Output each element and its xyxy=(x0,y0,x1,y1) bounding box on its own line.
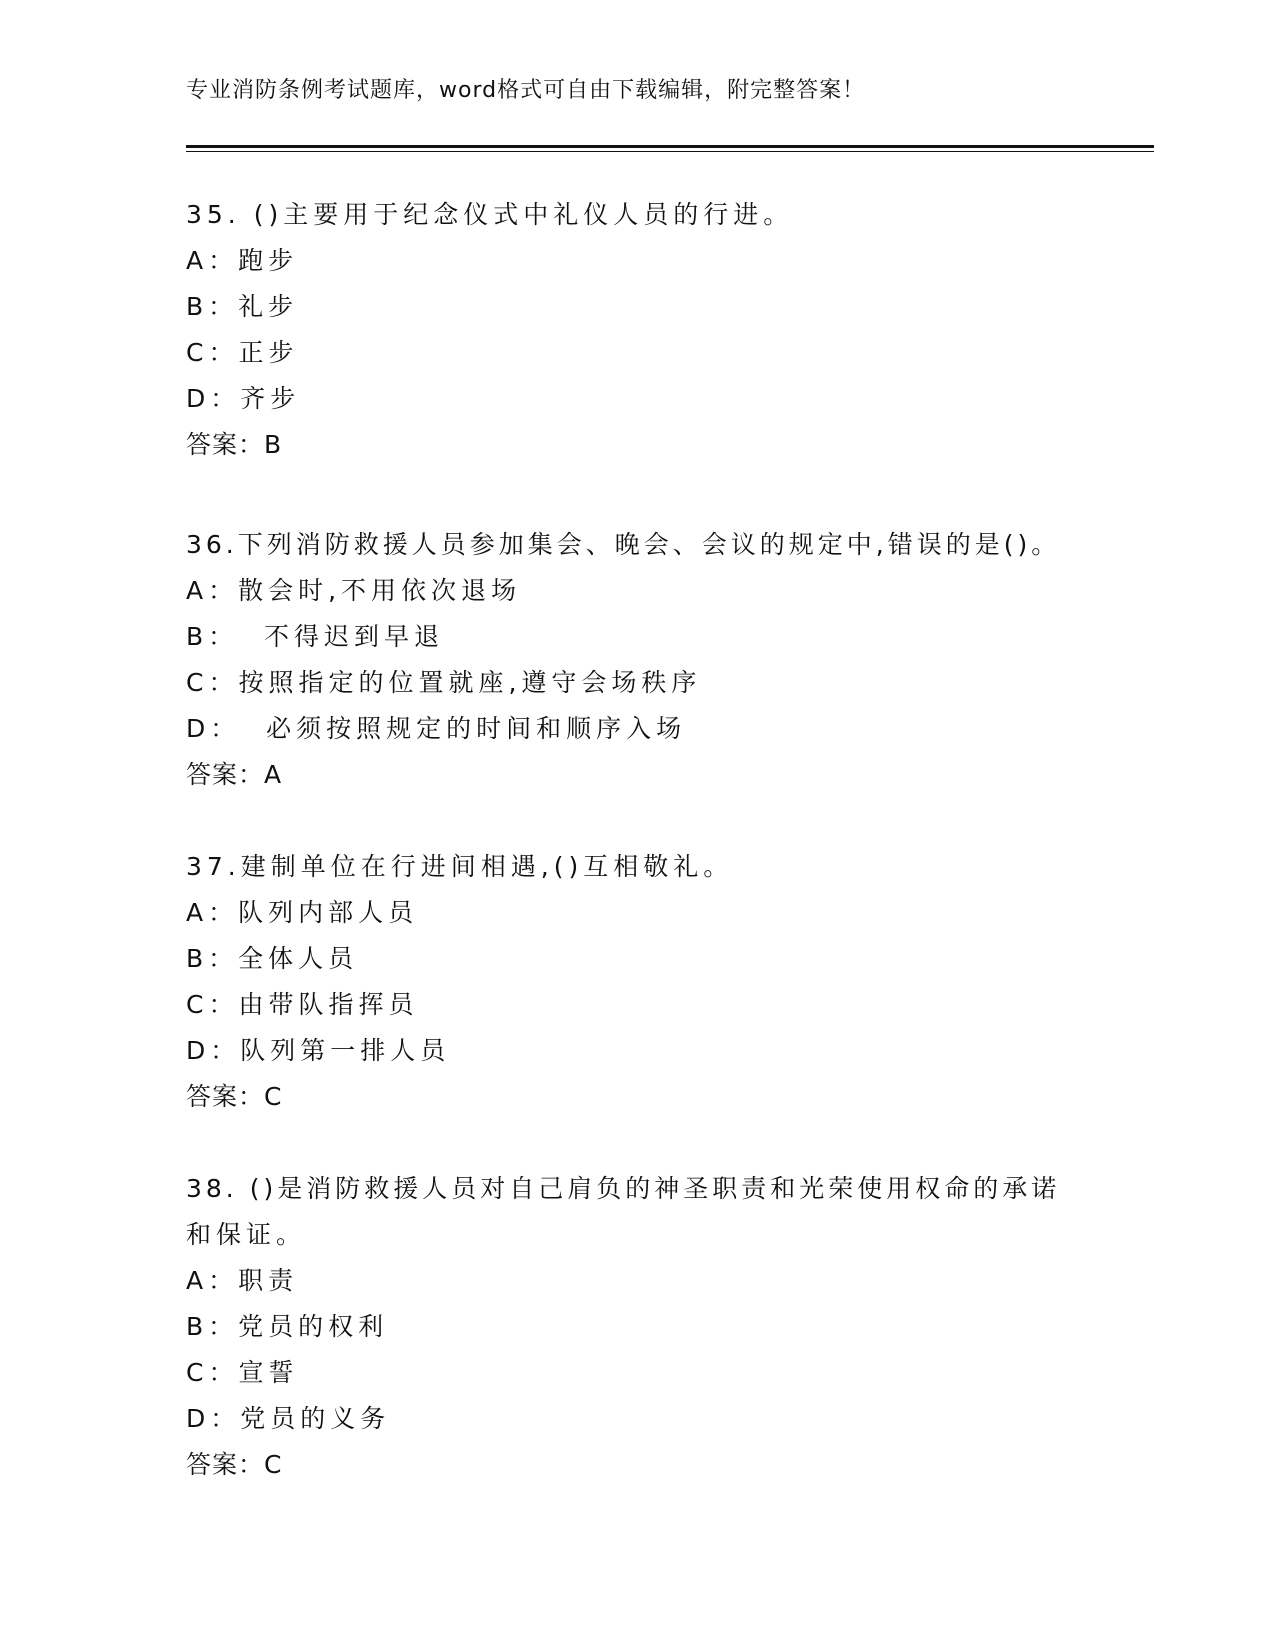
option-a: A：散会时,不用依次退场 xyxy=(186,576,522,605)
question-35 xyxy=(186,192,1086,468)
answer-line: 答案：B xyxy=(186,430,283,459)
option-d: D：队列第一排人员 xyxy=(186,1036,451,1065)
option-b: B：党员的权利 xyxy=(186,1312,389,1341)
option-d: D：党员的义务 xyxy=(186,1404,391,1433)
option-d: D：齐步 xyxy=(186,384,301,413)
question-stem: 35. ()主要用于纪念仪式中礼仪人员的行进。 xyxy=(186,200,794,229)
page-header-text: 专业消防条例考试题库，word格式可自由下载编辑，附完整答案！ xyxy=(186,78,866,103)
question-38 xyxy=(186,1166,1086,1488)
option-a: A：职责 xyxy=(186,1266,299,1295)
option-c: C：按照指定的位置就座,遵守会场秩序 xyxy=(186,668,702,697)
option-b: B：礼步 xyxy=(186,292,299,321)
option-a: A：跑步 xyxy=(186,246,299,275)
header-rule-thin xyxy=(186,151,1154,152)
option-b: B：全体人员 xyxy=(186,944,359,973)
question-stem: 38. ()是消防救援人员对自己肩负的神圣职责和光荣使用权命的承诺 xyxy=(186,1174,1061,1203)
option-c: C：宣誓 xyxy=(186,1358,299,1387)
option-c: C：正步 xyxy=(186,338,299,367)
question-stem-continued: 和保证。 xyxy=(186,1220,307,1249)
answer-line: 答案：C xyxy=(186,1450,283,1479)
option-a: A：队列内部人员 xyxy=(186,898,419,927)
question-37 xyxy=(186,844,1086,1120)
question-36 xyxy=(186,522,1086,798)
option-c: C：由带队指挥员 xyxy=(186,990,419,1019)
question-stem: 36.下列消防救援人员参加集会、晚会、会议的规定中,错误的是()。 xyxy=(186,530,1061,559)
answer-line: 答案：C xyxy=(186,1082,283,1111)
option-b: B： 不得迟到早退 xyxy=(186,622,445,651)
question-stem: 37.建制单位在行进间相遇,()互相敬礼。 xyxy=(186,852,734,881)
option-d: D： 必须按照规定的时间和顺序入场 xyxy=(186,714,687,743)
header-rule-thick xyxy=(186,145,1154,148)
answer-line: 答案：A xyxy=(186,760,283,789)
